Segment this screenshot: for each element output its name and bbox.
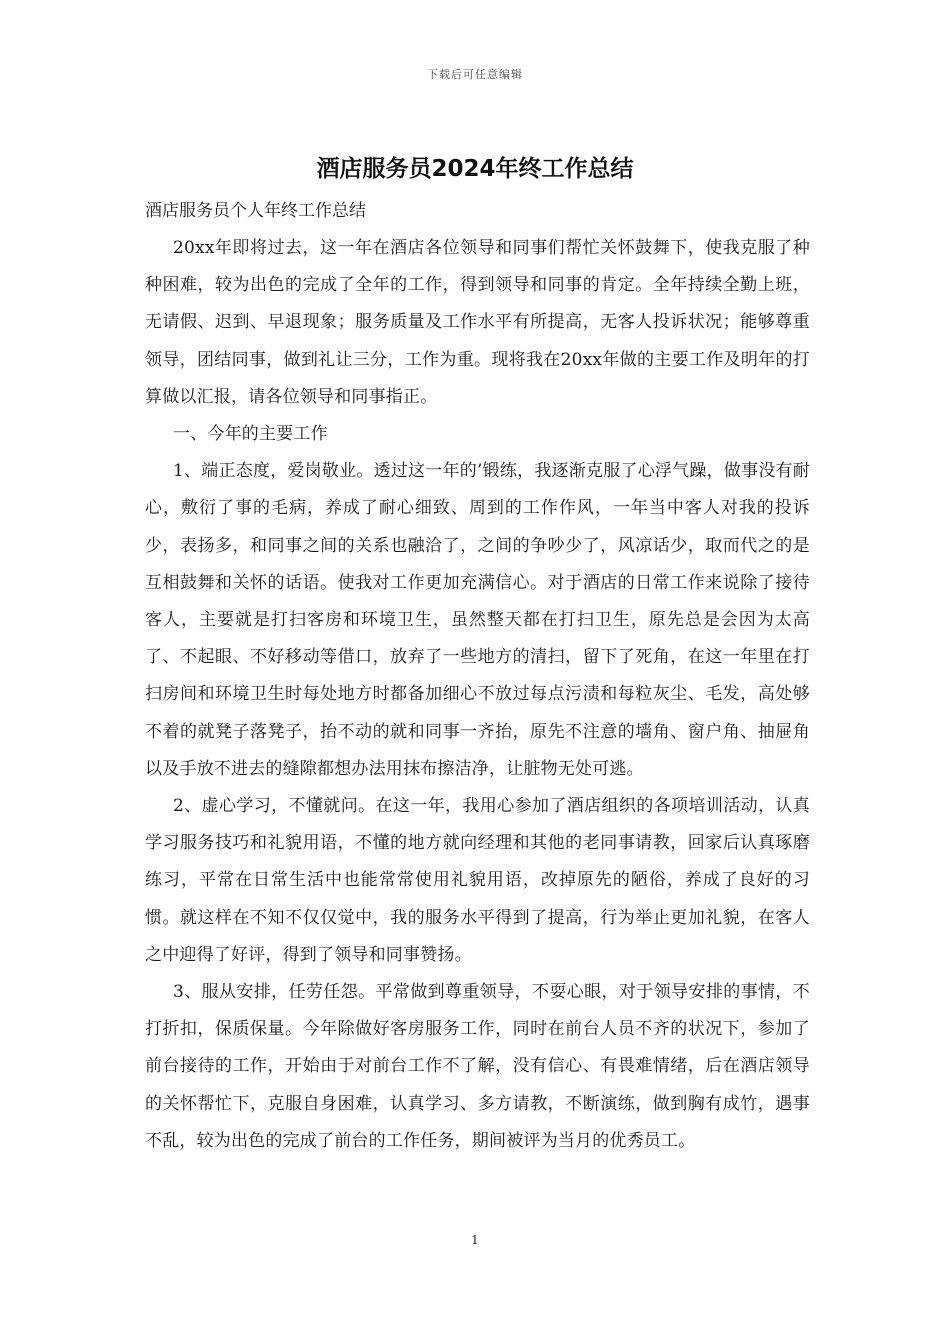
document-subtitle: 酒店服务员个人年终工作总结: [145, 201, 366, 221]
page-number: 1: [471, 1233, 479, 1247]
header-note: 下载后可任意编辑: [427, 68, 523, 81]
paragraph-item-2: 2、虚心学习，不懂就问。在这一年，我用心参加了酒店组织的各项培训活动，认真学习服务技巧和礼貌用语，不懂的地方就向经理和其他的老同事请教，回家后认真琢磨练习，平常在日常生活中也能常常使用礼貌用语，改掉原先的陋俗，养成了良好的习惯。就这样在不知不仅仅觉中，我的服务水平得到了提高，行为举止更加礼貌，在客人之中迎得了好评，得到了领导和同事赞扬。: [145, 796, 810, 965]
paragraph-intro: 20xx年即将过去，这一年在酒店各位领导和同事们帮忙关怀鼓舞下，使我克服了种种困难，较为出色的完成了全年的工作，得到领导和同事的肯定。全年持续全勤上班，无请假、迟到、早退现象；服务质量及工作水平有所提高，无客人投诉状况；能够尊重领导，团结同事，做到礼让三分，工作为重。现将我在20xx年做的主要工作及明年的打算做以汇报，请各位领导和同事指正。: [145, 238, 810, 407]
document-body: [145, 200, 810, 1160]
document-title: 酒店服务员2024年终工作总结: [316, 156, 634, 182]
section-heading-main-work: 一、今年的主要工作: [173, 424, 328, 445]
paragraph-item-3: 3、服从安排，任劳任怨。平常做到尊重领导，不耍心眼，对于领导安排的事情，不打折扣，保质保量。今年除做好客房服务工作，同时在前台人员不齐的状况下，参加了前台接待的工作，开始由于对前台工作不了解，没有信心、有畏难情绪，后在酒店领导的关怀帮忙下，克服自身困难，认真学习、多方请教，不断演练，做到胸有成竹，遇事不乱，较为出色的完成了前台的工作任务，期间被评为当月的优秀员工。: [145, 982, 810, 1151]
paragraph-item-1: 1、端正态度，爱岗敬业。透过这一年的’锻练，我逐渐克服了心浮气躁，做事没有耐心，敷衍了事的毛病，养成了耐心细致、周到的工作作风，一年当中客人对我的投诉少，表扬多，和同事之间的关系也融洽了，之间的争吵少了，风凉话少，取而代之的是互相鼓舞和关怀的话语。使我对工作更加充满信心。对于酒店的日常工作来说除了接待客人，主要就是打扫客房和环境卫生，虽然整天都在打扫卫生，原先总是会因为太高了、不起眼、不好移动等借口，放弃了一些地方的清扫，留下了死角，在这一年里在打扫房间和环境卫生时每处地方时都备加细心不放过每点污渍和每粒灰尘、毛发，高处够不着的就凳子落凳子，抬不动的就和同事一齐抬，原先不注意的墙角、窗户角、抽屉角以及手放不进去的缝隙都想办法用抹布擦洁净，让脏物无处可逃。: [145, 461, 810, 779]
